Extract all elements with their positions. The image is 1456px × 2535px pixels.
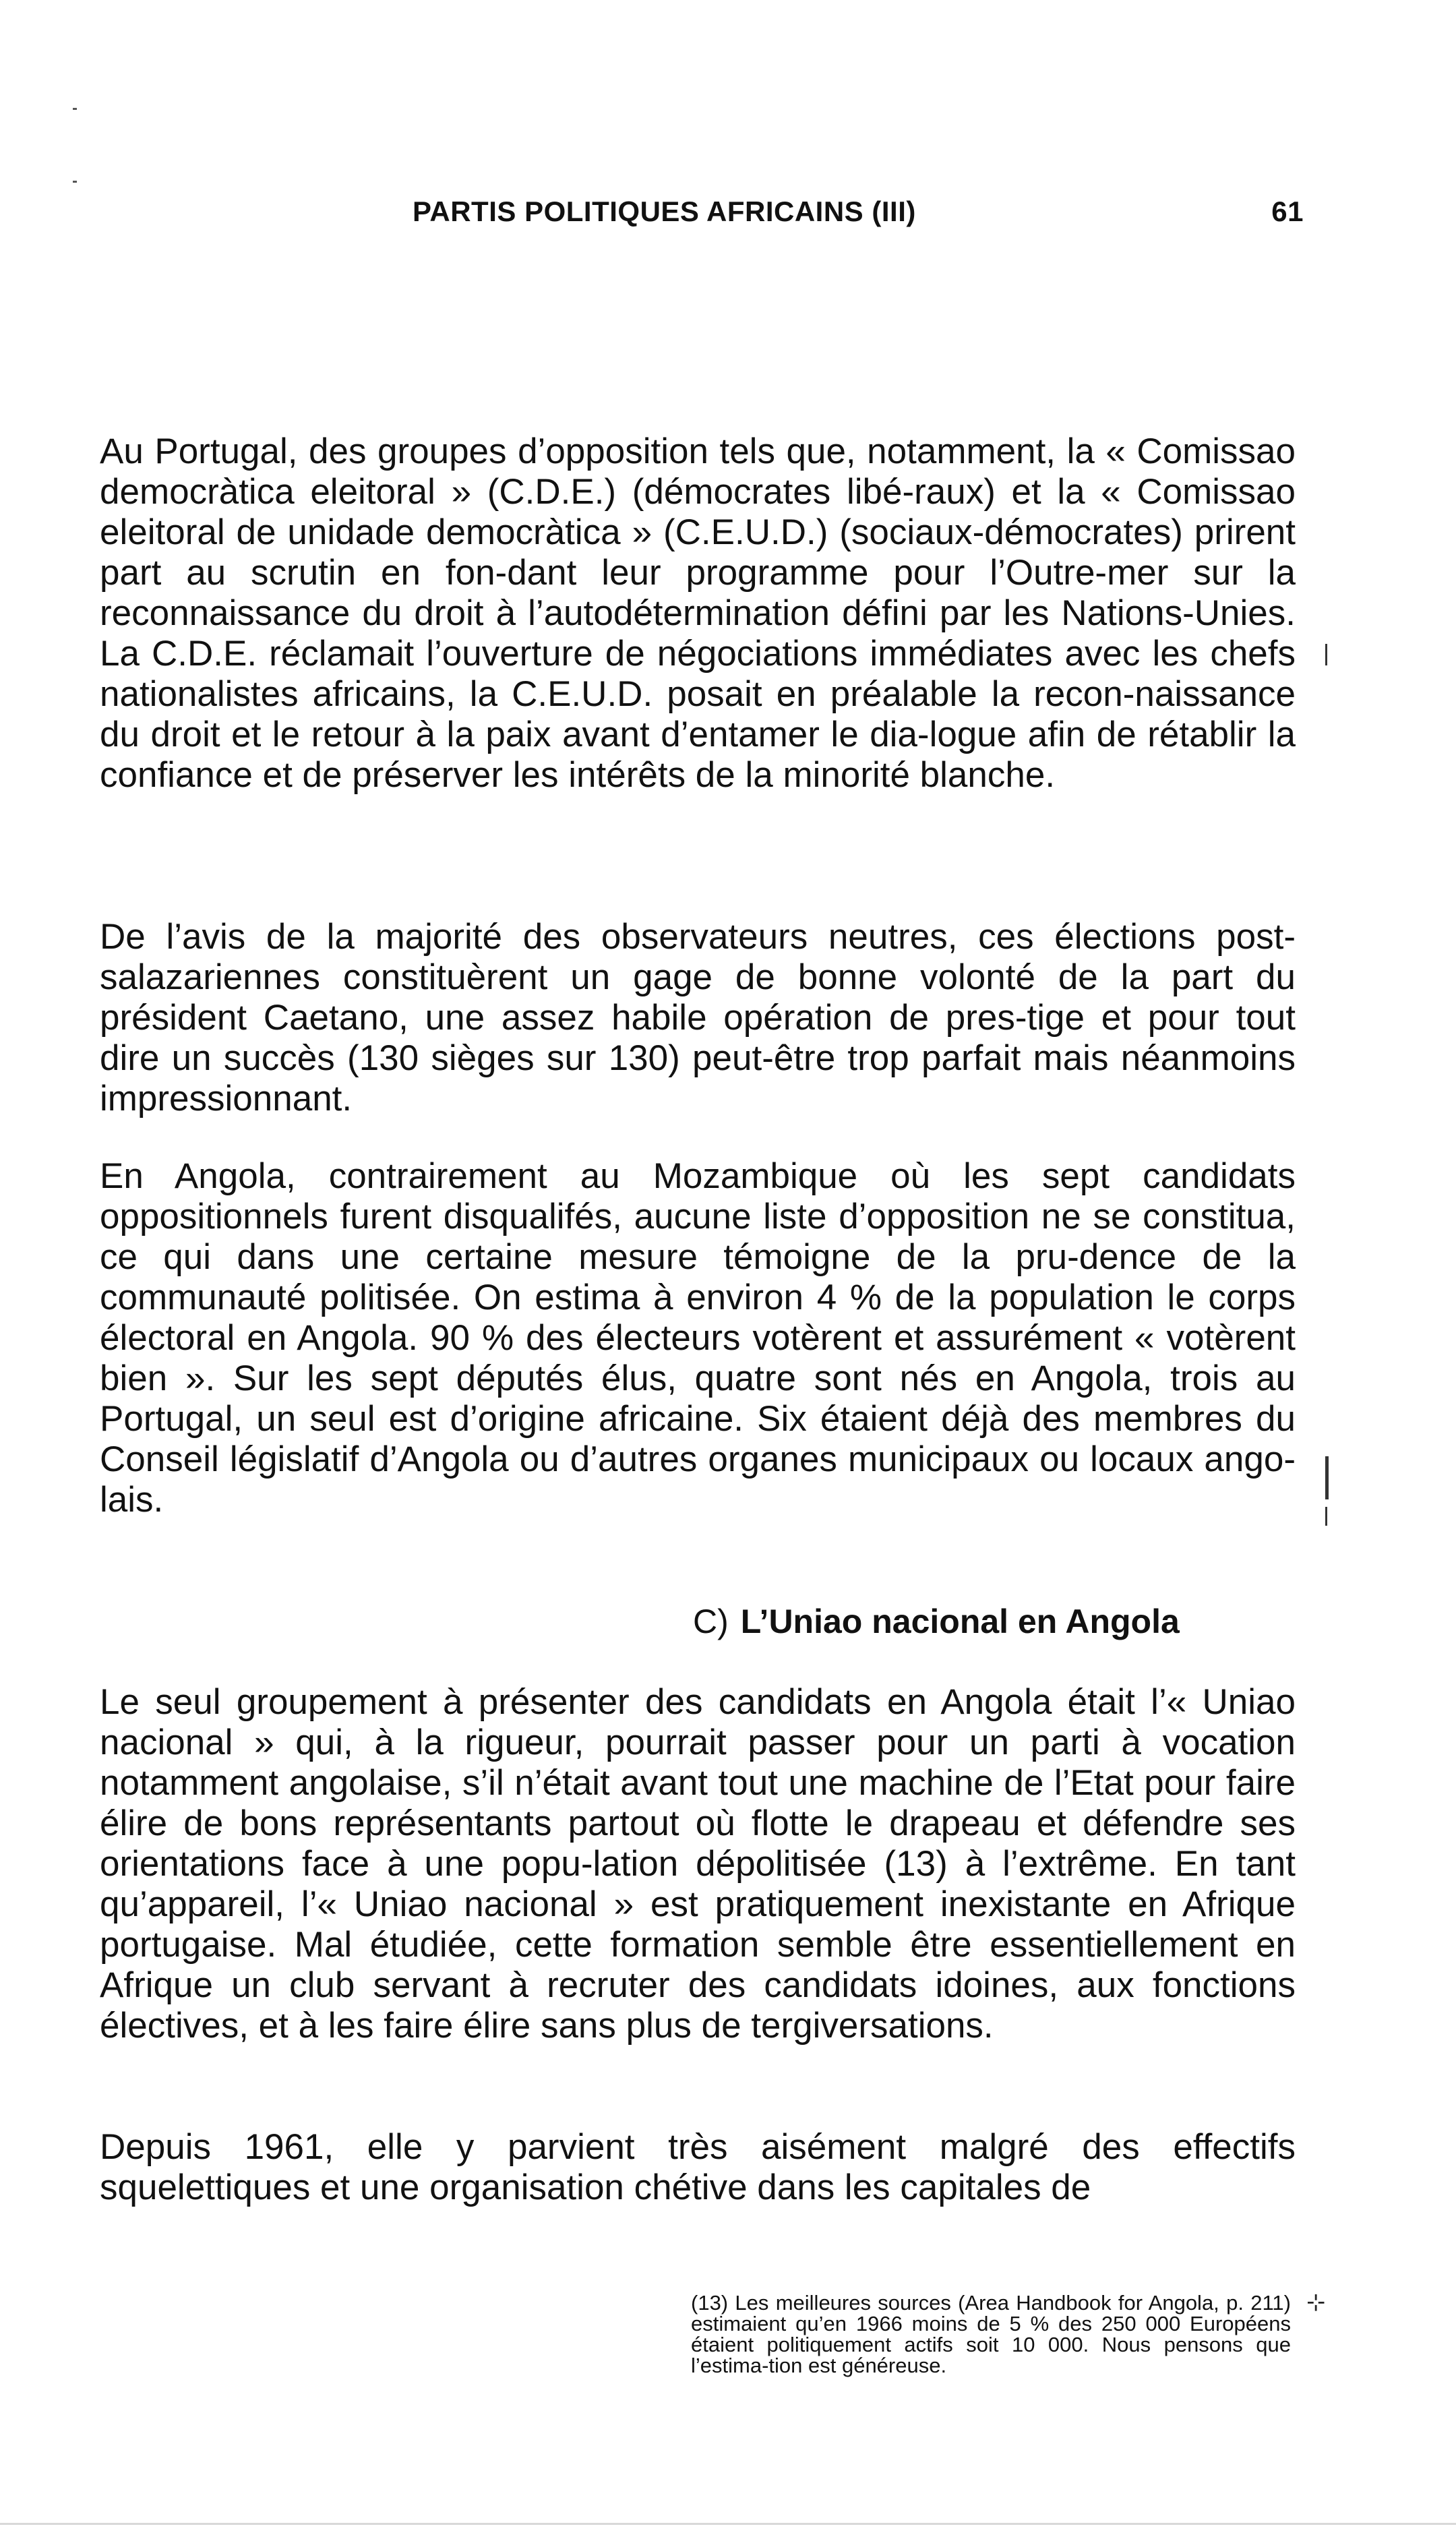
footnote: (13) Les meilleures sources (Area Handbook for Angola, p. 211) estimaient qu’en 1966 moins de 5 % des 250 000 Européens étaient politiquement actifs soit 10 000. Nous pensons que l’estima-tion est généreuse. — [691, 2291, 1291, 2377]
scan-speck — [73, 108, 77, 110]
section-heading — [693, 1601, 1300, 1642]
section-title: L’Uniao nacional en Angola — [740, 1603, 1180, 1640]
scan-edge — [0, 2523, 1456, 2525]
paragraph: Depuis 1961, elle y parvient très aisément malgré des effectifs squelettiques et une organisation chétive dans les capitales de — [100, 2127, 1296, 2207]
margin-mark — [1325, 644, 1327, 665]
running-title: PARTIS POLITIQUES AFRICAINS (III) — [413, 196, 916, 227]
page-header — [413, 196, 1304, 236]
margin-cross-mark: ⊹ — [1306, 2290, 1326, 2315]
paragraph: Au Portugal, des groupes d’opposition tels que, notamment, la « Comissao democràtica eleitoral » (C.D.E.) (démocrates libé-raux) et la « Comissao eleitoral de unidade democràtica » (C.E.U.D.) (sociaux-démocrates) prirent part au scrutin en fon-dant leur programme pour l’Outre-mer sur la reconnaissance du droit à l’autodétermination défini par les Nations-Unies. La C.D.E. réclamait l’ouverture de négociations immédiates avec les chefs nationalistes africains, la C.E.U.D. posait en préalable la recon-naissance du droit et le retour à la paix avant d’entamer le dia-logue afin de rétablir la confiance et de préserver les intérêts de la minorité blanche. — [100, 431, 1296, 795]
paragraph: Le seul groupement à présenter des candidats en Angola était l’« Uniao nacional » qui, à la rigueur, pourrait passer pour un parti à vocation notamment angolaise, s’il n’était avant tout une machine de l’Etat pour faire élire de bons représentants partout où flotte le drapeau et défendre ses orientations face à une popu-lation dépolitisée (13) à l’extrême. En tant qu’appareil, l’« Uniao nacional » est pratiquement inexistante en Afrique portugaise. Mal étudiée, cette formation semble être essentiellement en Afrique un club servant à recruter des candidats idoines, aux fonctions électives, et à les faire élire sans plus de tergiversations. — [100, 1682, 1296, 2046]
margin-mark — [1325, 1456, 1329, 1499]
page-number: 61 — [1271, 196, 1304, 227]
scan-speck — [73, 181, 77, 183]
section-letter: C) — [693, 1603, 729, 1640]
margin-mark — [1325, 1507, 1327, 1526]
paragraph: En Angola, contrairement au Mozambique où les sept candidats oppositionnels furent disqualifés, aucune liste d’opposition ne se constitua, ce qui dans une certaine mesure témoigne de la pru-dence de la communauté politisée. On estima à environ 4 % de la population le corps électoral en Angola. 90 % des électeurs votèrent et assurément « votèrent bien ». Sur les sept députés élus, quatre sont nés en Angola, trois au Portugal, un seul est d’origine africaine. Six étaient déjà des membres du Conseil législatif d’Angola ou d’autres organes municipaux ou locaux ango-lais. — [100, 1156, 1296, 1520]
paragraph: De l’avis de la majorité des observateurs neutres, ces élections post-salazariennes constituèrent un gage de bonne volonté de la part du président Caetano, une assez habile opération de pres-tige et pour tout dire un succès (130 sièges sur 130) peut-être trop parfait mais néanmoins impressionnant. — [100, 917, 1296, 1119]
